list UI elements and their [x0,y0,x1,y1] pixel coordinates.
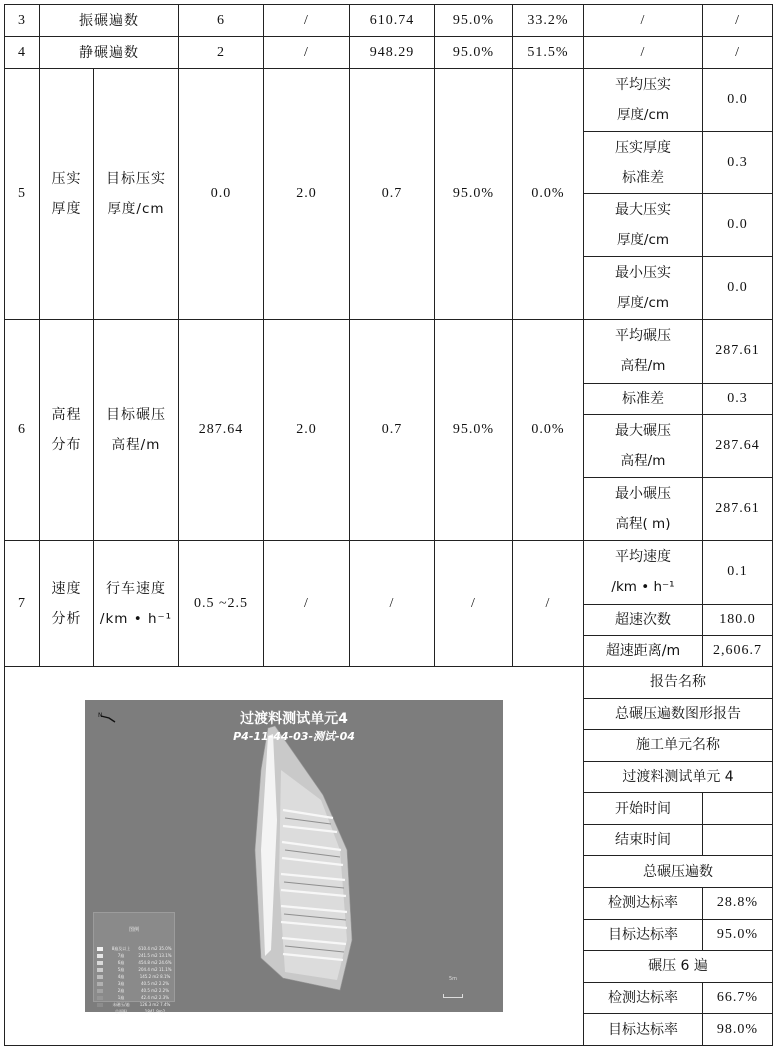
stat-value: 0.3 [703,383,773,414]
category-line: 速度 [51,580,82,597]
stat-label-line: 最大碾压 [615,422,671,439]
legend-swatch [97,968,103,972]
category-line: 分析 [51,610,82,627]
stats-table [584,69,772,319]
stat-value: 2,606.7 [703,635,773,666]
stat-value: 0.1 [703,541,773,604]
six-passes-label: 碾压 6 遍 [584,951,772,983]
legend-title: 图例 [128,927,139,933]
stat-label-line: 压实厚度 [615,139,671,156]
legend-label: 3遍 [117,980,125,986]
cell-value: / [435,541,513,667]
legend-label: 8遍及以上 [111,945,131,951]
legend-label: 5遍 [117,966,125,972]
legend-swatch [97,947,103,951]
stat-label [584,194,703,257]
legend-value: 610.4 m2 35.0% [138,945,172,951]
indicator-cell [94,320,179,541]
category-line: 高程 [51,407,82,423]
legend-value: 204.4 m2 11.1% [138,966,172,972]
stats-table [584,541,772,666]
legend-swatch [97,1003,103,1007]
stat-value: 287.61 [703,320,773,383]
end-time-value [703,824,773,856]
cell-value: 2.0 [264,320,350,541]
stat-value: 0.0 [703,69,773,131]
stat-label-line: 最小压实 [615,265,671,282]
map-subtitle: P4-11-44-03-测试-04 [233,730,355,743]
compaction-map-image [85,700,503,1012]
stats-table [584,320,772,540]
stat-label [584,257,703,319]
cell-value: 95.0% [435,37,513,69]
legend-value: 1841.9m2 [144,1008,166,1014]
cell-value: 33.2% [513,5,584,37]
stat-label [584,477,703,540]
legend-row [94,1008,174,1015]
cell-value: / [584,37,703,68]
unit-name-label: 施工单元名称 [584,730,772,762]
cell-value: 0.7 [350,69,435,320]
legend-label: 1遍 [117,994,125,1000]
legend-label: 7遍 [117,952,125,958]
indicator-line: 高程/m [111,437,161,453]
map-legend [93,912,175,1014]
indicator-name: 静碾遍数 [40,37,179,69]
stat-label-line: 平均速度 [615,549,671,566]
stat-value: 0.3 [703,131,773,194]
legend-label: 4遍 [117,973,125,979]
legend-swatch [97,975,103,979]
start-time-value [703,793,773,825]
detection-rate-6-label: 检测达标率 [584,982,703,1014]
map-title: 过渡料测试单元4 [240,711,348,727]
map-image-cell [5,667,584,1046]
stat-label [584,541,703,604]
report-name-value: 总碾压遍数图形报告 [584,698,772,730]
legend-value: 145.2 m2 8.1% [139,973,171,979]
cell-value: 95.0% [435,5,513,37]
category-cell [40,69,94,320]
cell-value: 0.7 [350,320,435,541]
table-row [5,5,773,37]
indicator-cell [94,541,179,667]
stat-label-line: 平均碾压 [615,328,671,345]
cell-value: 948.29 [350,37,435,69]
legend-value: 126.3 m2 7.4% [139,1001,171,1007]
stat-label-line: 最大压实 [615,202,671,219]
cell-value: / [264,5,350,37]
stats-cell [584,320,773,541]
table-row [5,320,773,541]
cell-value: / [584,5,703,36]
report-summary-cell [584,667,773,1046]
legend-swatch [97,961,103,965]
total-passes-label: 总碾压遍数 [584,856,772,888]
row-number: 5 [5,69,40,320]
svg-text:N: N [98,712,103,719]
legend-swatch [97,989,103,993]
target-rate-6-value: 98.0% [703,1014,773,1045]
legend-swatch [97,982,103,986]
legend-value: 40.5 m2 2.2% [140,980,170,986]
category-line: 厚度 [51,201,82,217]
legend-label: 总面积 [115,1008,127,1014]
category-cell [40,541,94,667]
end-time-label: 结束时间 [584,824,703,856]
stat-label-line: /km • h⁻¹ [611,579,675,596]
detection-rate-label: 检测达标率 [584,888,703,920]
legend-label: 2遍 [117,987,125,993]
indicator-cell [94,69,179,320]
table-row [5,541,773,667]
stat-label [584,414,703,477]
stat-label-line: 厚度/cm [616,295,670,312]
target-value: 287.64 [179,320,264,541]
stat-label [584,131,703,194]
report-summary-table [584,667,772,1045]
table-row [5,69,773,320]
target-value: 0.5 ~2.5 [179,541,264,667]
indicator-line: 目标压实 [106,171,166,187]
stat-value: 0.0 [703,257,773,319]
stat-label [584,69,703,131]
stat-label [584,320,703,383]
stat-label: 标准差 [584,383,703,414]
cell-value: 0.0% [513,69,584,320]
detection-rate-6-value: 66.7% [703,982,773,1014]
legend-swatch [97,1010,103,1014]
scale-bar [443,994,463,998]
stat-value: 287.64 [703,414,773,477]
indicator-line: 目标碾压 [106,407,166,423]
cell-value: 610.74 [350,5,435,37]
start-time-label: 开始时间 [584,793,703,825]
cell-pair [584,5,773,37]
legend-value: 241.5 m2 13.1% [138,952,172,958]
cell-pair [584,37,773,69]
compaction-report-table [4,4,773,1046]
target-rate-value: 95.0% [703,919,773,951]
table-row [5,37,773,69]
cell-value: / [513,541,584,667]
table-row [5,667,773,1046]
stats-cell [584,69,773,320]
cell-value: / [350,541,435,667]
cell-value: / [735,12,740,28]
indicator-line: 厚度/cm [107,201,165,217]
cell-value: 51.5% [513,37,584,69]
cell-value: / [264,541,350,667]
stat-label: 超速距离/m [584,635,703,666]
legend-label: 6遍 [117,959,125,965]
cell-value: 2.0 [264,69,350,320]
stat-label: 超速次数 [584,604,703,635]
legend-swatch [97,996,103,1000]
legend-rows [94,945,174,1015]
cell-value: 95.0% [435,320,513,541]
target-value: 6 [179,5,264,37]
indicator-line: 行车速度 [106,580,166,597]
detection-rate-value: 28.8% [703,888,773,920]
legend-value: 42.4 m2 2.3% [140,994,170,1000]
target-value: 0.0 [179,69,264,320]
target-rate-label: 目标达标率 [584,919,703,951]
cell-value: 95.0% [435,69,513,320]
legend-label: 未碾压/遍 [112,1001,130,1007]
stat-label-line: 厚度/cm [616,106,670,123]
category-line: 分布 [51,437,82,453]
scale-label: 5m [448,976,457,982]
stat-value: 0.0 [703,194,773,257]
category-cell [40,320,94,541]
report-page [4,4,772,1046]
legend-value: 454.8 m2 24.6% [138,959,172,965]
stat-label-line: 高程( m) [615,515,671,532]
stat-label-line: 最小碾压 [615,485,671,502]
stat-label-line: 高程/m [620,452,666,469]
stat-value: 180.0 [703,604,773,635]
row-number: 3 [5,5,40,37]
category-line: 压实 [51,171,82,187]
cell-value: 0.0% [513,320,584,541]
indicator-name: 振碾遍数 [40,5,179,37]
target-rate-6-label: 目标达标率 [584,1014,703,1045]
row-number: 6 [5,320,40,541]
row-number: 4 [5,37,40,69]
row-number: 7 [5,541,40,667]
legend-value: 40.5 m2 2.2% [140,987,170,993]
indicator-line: /km • h⁻¹ [99,610,173,627]
target-value: 2 [179,37,264,69]
stat-label-line: 厚度/cm [616,232,670,249]
stat-label-line: 高程/m [620,358,666,375]
stat-value: 287.61 [703,477,773,540]
report-name-label: 报告名称 [584,667,772,698]
cell-value: / [264,37,350,69]
stats-cell [584,541,773,667]
unit-name-value: 过渡料测试单元 4 [584,761,772,793]
stat-label-line: 平均压实 [615,76,671,93]
cell-value: / [735,44,740,60]
stat-label-line: 标准差 [622,169,664,186]
legend-swatch [97,954,103,958]
